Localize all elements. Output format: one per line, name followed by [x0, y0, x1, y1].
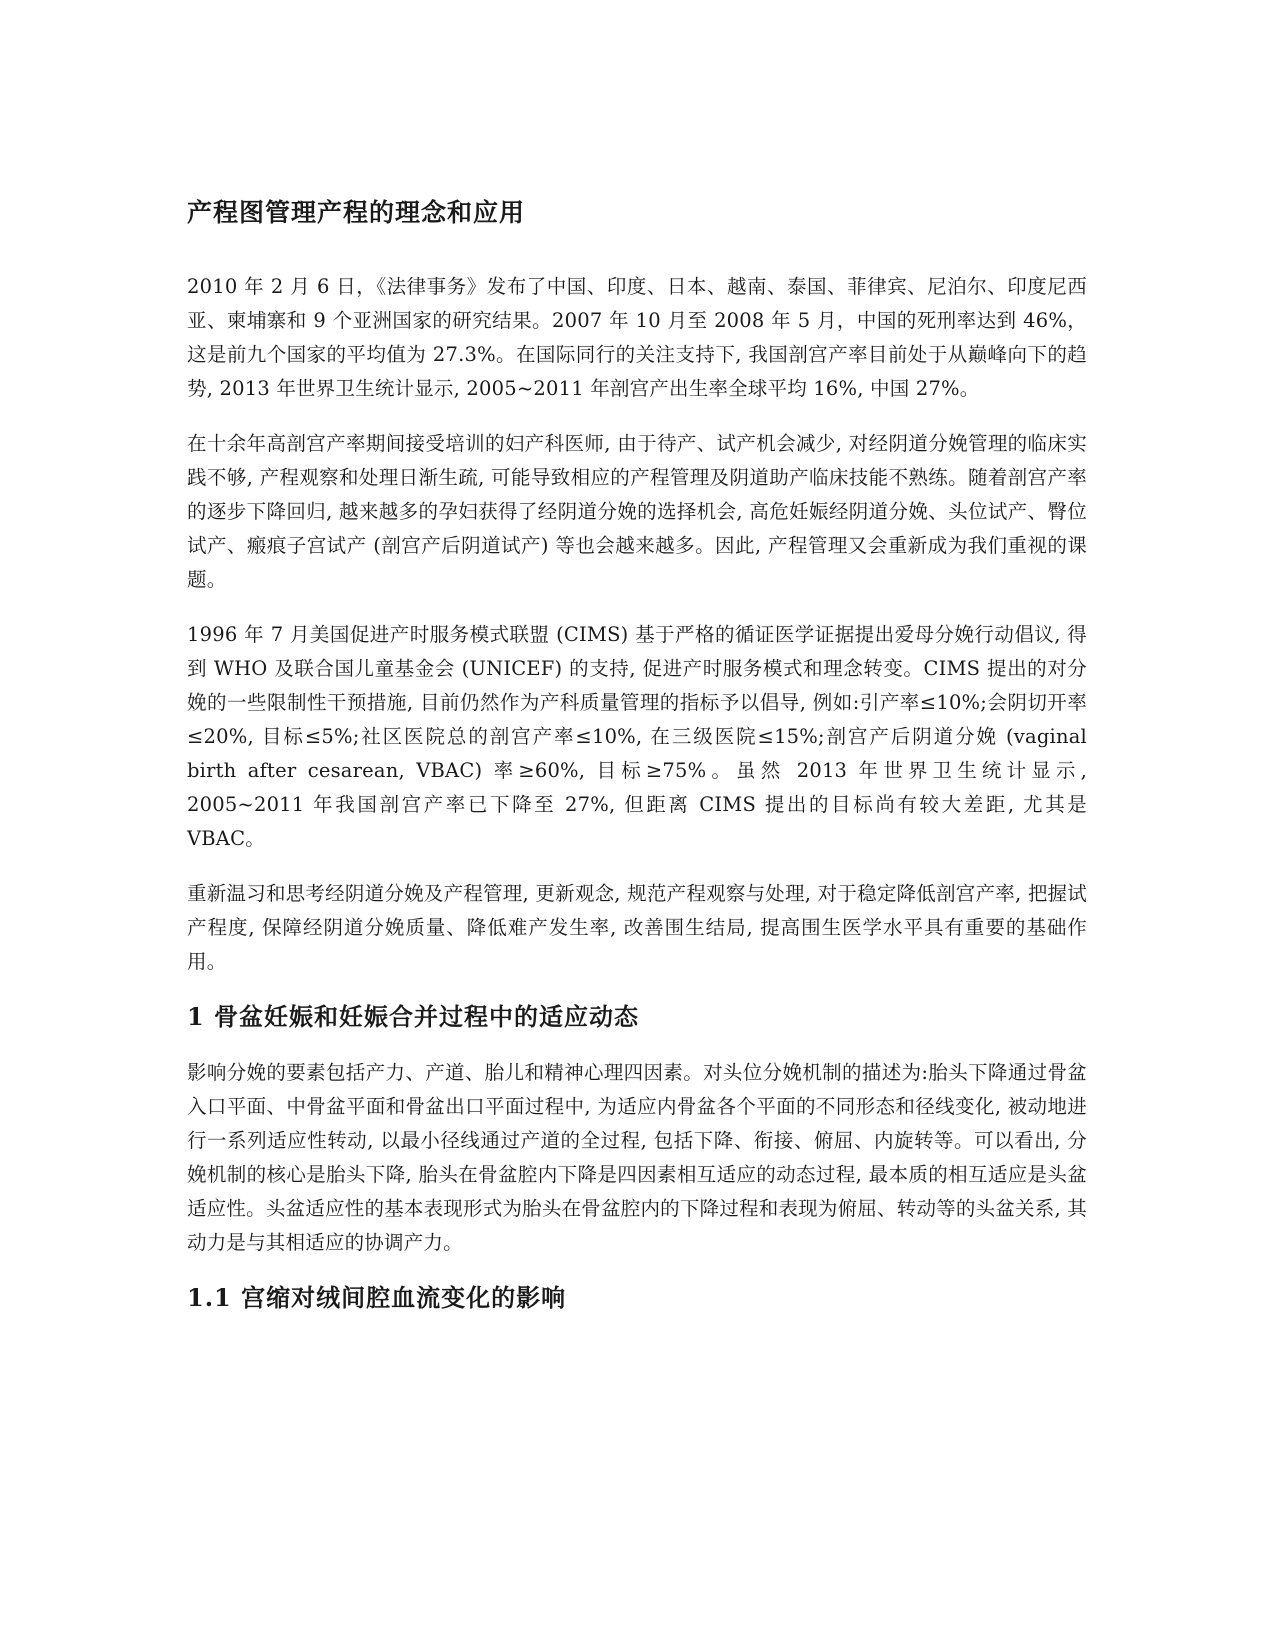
document-title: 产程图管理产程的理念和应用: [187, 198, 526, 227]
section-1-1-heading: 1.1 宫缩对绒间腔血流变化的影响: [187, 1283, 567, 1312]
intro-paragraph-4: 重新温习和思考经阴道分娩及产程管理, 更新观念, 规范产程观察与处理, 对于稳定降低剖宫产率, 把握试产程度, 保障经阴道分娩质量、降低难产发生率, 改善围生结局, 提高围生医学水平具有重要的基础作用。: [187, 882, 1087, 973]
section-1-paragraph: 影响分娩的要素包括产力、产道、胎儿和精神心理四因素。对头位分娩机制的描述为:胎头下降通过骨盆入口平面、中骨盆平面和骨盆出口平面过程中, 为适应内骨盆各个平面的不同形态和径线变化, 被动地进行一系列适应性转动, 以最小径线通过产道的全过程, 包括下降、衔接、俯屈、内旋转等。可以看出, 分娩机制的核心是胎头下降, 胎头在骨盆腔内下降是四因素相互适应的动态过程, 最本质的相互适应是头盆适应性。头盆适应性的基本表现形式为胎头在骨盆腔内的下降过程和表现为俯屈、转动等的头盆关系, 其动力是与其相适应的协调产力。: [187, 1061, 1087, 1254]
intro-paragraph-1: 2010 年 2 月 6 日，《法律事务》发布了中国、印度、日本、越南、泰国、菲律宾、尼泊尔、印度尼西亚、柬埔寨和 9 个亚洲国家的研究结果。2007 年 10 月至 2008 年 5 月，中国的死刑率达到 46%，这是前九个国家的平均值为 27.3%。在国际同行的关注支持下, 我国剖宫产率目前处于从巅峰向下的趋势, 2013 年世界卫生统计显示, 2005~2011 年剖宫产出生率全球平均 16%, 中国 27%。: [187, 275, 1087, 400]
intro-paragraph-2: 在十余年高剖宫产率期间接受培训的妇产科医师, 由于待产、试产机会减少, 对经阴道分娩管理的临床实践不够, 产程观察和处理日渐生疏, 可能导致相应的产程管理及阴道助产临床技能不熟练。随着剖宫产率的逐步下降回归, 越来越多的孕妇获得了经阴道分娩的选择机会, 高危妊娠经阴道分娩、头位试产、臀位试产、瘢痕子宫试产 (剖宫产后阴道试产) 等也会越来越多。因此, 产程管理又会重新成为我们重视的课题。: [187, 432, 1087, 591]
intro-paragraph-3: 1996 年 7 月美国促进产时服务模式联盟 (CIMS) 基于严格的循证医学证据提出爱母分娩行动倡议, 得到 WHO 及联合国儿童基金会 (UNICEF) 的支持, 促进产时服务模式和理念转变。CIMS 提出的对分娩的一些限制性干预措施, 目前仍然作为产科质量管理的指标予以倡导, 例如:引产率≤10%;会阴切开率≤20%, 目标≤5%;社区医院总的剖宫产率≤10%, 在三级医院≤15%;剖宫产后阴道分娩 (vaginal birth after cesarean, VBAC) 率≥60%, 目标≥75%。虽然 2013 年世界卫生统计显示, 2005~2011 年我国剖宫产率已下降至 27%, 但距离 CIMS 提出的目标尚有较大差距, 尤其是 VBAC。: [187, 623, 1087, 850]
document-page: [187, 196, 1087, 1337]
section-1-heading: 1 骨盆妊娠和妊娠合并过程中的适应动态: [187, 1002, 640, 1031]
